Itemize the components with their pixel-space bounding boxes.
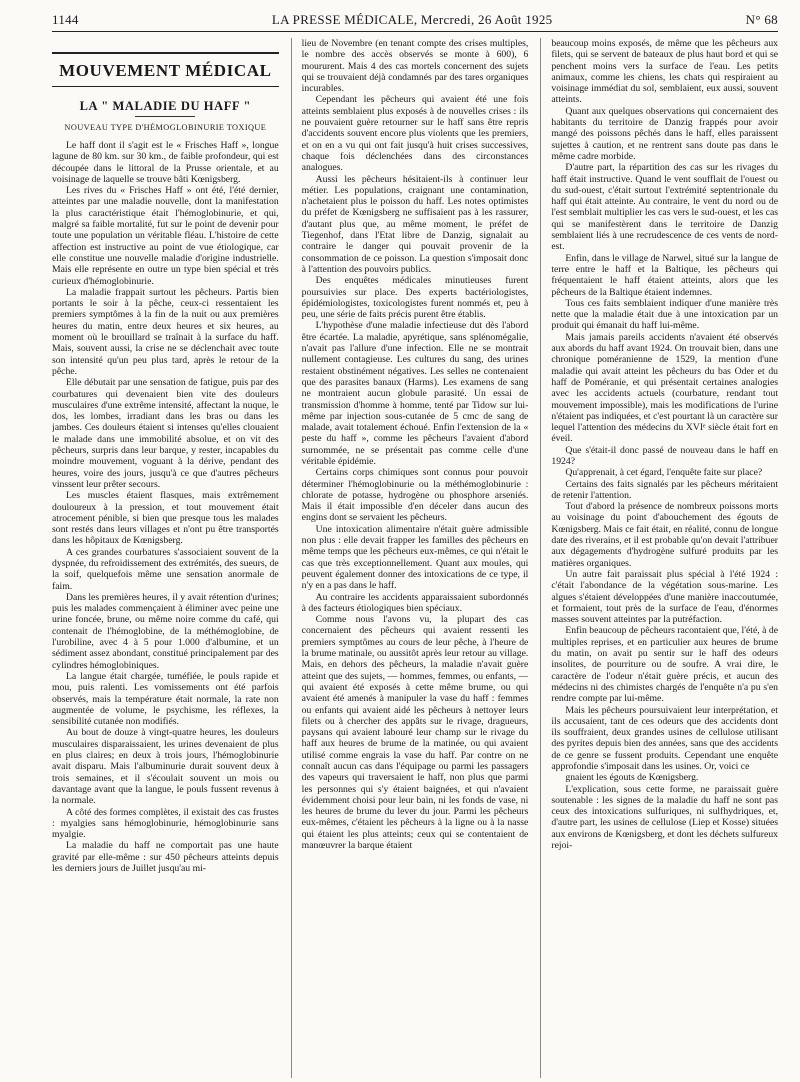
paragraph: A côté des formes complètes, il existait des cas frustes : myalgies sans hémoglobinurie, hémoglobinurie sans myalgie.: [52, 806, 279, 841]
paragraph: Mais jamais pareils accidents n'avaient été observés aux abords du haff avant 1924. On trouvait bien, dans une chronique poméranienne de 1529, la mention d'une maladie qui avait atteint les pêcheurs du bas Oder et du haff de Poméranie, et qui présentait certaines analogies avec les accidents actuels (courbature, rendant tout mouvement impossible), mais les modifications de l'urine n'étaient pas indiquées, et c'est pourtant là un caractère sur lequel l'attention des médecins du XVIᵉ siècle était fort en éveil.: [551, 331, 778, 445]
column-2-body: [302, 38, 529, 851]
paragraph: Certains des faits signalés par les pêcheurs méritaient de retenir l'attention.: [551, 478, 778, 501]
paragraph: D'autre part, la répartition des cas sur les rivages du haff était instructive. Quand le vent soufflait de l'ouest ou du sud-ouest, c'était surtout l'extrémité septentrionale du haff qui était atteinte. Au contraire, le vent du nord ou de l'est semblait multiplier les cas vers le sud-ouest, et les cas qui se manifestèrent dans le territoire de Danzig semblaient liés à une recrudescence de ces vents de nord-est.: [551, 162, 778, 253]
paragraph: A ces grandes courbatures s'associaient souvent de la dyspnée, du refroidissement des extrémités, des sueurs, de la soif, quelquefois même une sensation anormale de faim.: [52, 546, 279, 592]
paragraph: Qu'apprenait, à cet égard, l'enquête faite sur place?: [565, 467, 763, 479]
paragraph: Enfin, dans le village de Narwel, situé sur la langue de terre entre le haff et la Baltique, les pêcheurs qui fréquentaient le haff étaient atteints, alors que les pêcheurs de la Baltique étaient indemnes.: [551, 252, 778, 298]
paragraph: Le haff dont il s'agit est le « Frisches Haff », longue lagune de 80 km. sur 30 km., de faible profondeur, qui est découpée dans le littoral de la Prusse orientale, et au voisinage de laquelle se trouve bâti Kœnigsberg.: [52, 140, 279, 185]
paragraph: Aussi les pêcheurs hésitaient-ils à continuer leur métier. Les populations, craignant une contamination, n'achetaient plus le poisson du haff. Les notes optimistes du préfet de Kœnigsberg ne suffisaient pas à les rassurer, d'autant plus que, au même moment, le préfet de Tiegenhof, dans l'Etat libre de Danzig, signalait au contraire le danger qui pouvait provenir de la consommation de ce poisson. La question s'imposait donc à l'attention des pouvoirs publics.: [301, 173, 529, 275]
paragraph: L'explication, sous cette forme, ne paraissait guère soutenable : les signes de la maladie du haff ne sont pas ceux des intoxications sulfuriques, ni sulfhydriques, et, d'autre part, les usines de cellulose (Liep et Kosse) situées aux environs de Kœnigsberg, et dont les déchets sulfureux rejoi-: [551, 783, 778, 852]
paragraph: Au bout de douze à vingt-quatre heures, les douleurs musculaires disparaissaient, les urines devenaient de plus en plus claires; en deux à trois jours, l'hémoglobinurie avait disparu. Mais l'albuminurie durait souvent deux à trois semaines, et il s'écoulait souvent un mois ou davantage avant que la langue, le pouls fussent revenus à la normale.: [52, 727, 279, 807]
paragraph: Mais les pêcheurs poursuivaient leur interprétation, et ils accusaient, tant de ces odeurs que des accidents dont ils souffraient, deux grandes usines de cellulose utilisant des pyrites depuis bien des années, sans que des accidents de ce genre se fussent produits. Cependant une enquête approfondie s'imposait dans les usines. Or, voici ce: [551, 704, 778, 772]
paragraph: Elle débutait par une sensation de fatigue, puis par des courbatures qui devenaient bien vite des douleurs musculaires d'une extrême intensité, affectant la nuque, le dos, les lombes, irradiant dans les bras ou dans les jambes. Ces douleurs étaient si intenses qu'elles clouaient le malade dans une immobilité absolue, et on vit des pêcheurs, surpris dans leur barque, y rester, incapables du moindre mouvement, voguant à la dérive, pendant des heures, voire des jours, jusqu'à ce que d'autres pêcheurs vinssent leur prêter secours.: [52, 377, 279, 490]
paragraph: Les rives du « Frisches Haff » ont été, l'été dernier, atteintes par une maladie nouvelle, dont la manifestation la plus caractéristique était l'hémoglobinurie, et qui, malgré sa faible mortalité, fut sur le point de devenir pour toute une population un véritable fléau. L'histoire de cette affection est instructive au point de vue étiologique, car elle constitue une nouvelle maladie d'origine industrielle. Mais elle représente en outre un type bien spécial et très curieux d'hémoglobinurie.: [52, 185, 279, 287]
paragraph: Enfin beaucoup de pêcheurs racontaient que, l'été, à de multiples reprises, et en particulier aux heures de brume du matin, on avait pu sentir sur le haff des odeurs insolites, de pourriture ou de soufre. A vrai dire, le caractère de l'odeur n'était guère précis, et aucun des médecins ni des chimistes chargés de l'enquête n'a pu s'en rendre compte par lui-même.: [551, 625, 778, 705]
paragraph: La langue était chargée, tuméfiée, le pouls rapide et mou, puis ralenti. Les vomissements ont été parfois observés, mais la température était normale, la rate non augmentée de volume, le psychisme, les réflexes, la sensibilité cutanée non modifiés.: [52, 670, 279, 728]
paragraph: Les muscles étaient flasques, mais extrêmement douloureux à la pression, et tout mouvement était atrocement pénible, si bien que presque tous les malades sont restés dans leurs villages et n'ont pu être transportés dans les hôpitaux de Kœnigsberg.: [52, 490, 279, 547]
paragraph: Comme nous l'avons vu, la plupart des cas concernaient des pêcheurs qui avaient ressenti les premiers symptômes au cours de leur pêche, à l'heure de la brume matinale, ou aussitôt après leur retour au village. Mais, en dehors des pêcheurs, la maladie n'avait guère atteint que des sujets, — hommes, femmes, ou enfants, — qui avaient été exposés à cette même brume, ou qui avaient été amenés à manipuler la vase du haff : femmes ou enfants qui avaient aidé les pêcheurs à nettoyer leurs filets ou à chercher des appâts sur le rivage, dragueurs, paysans qui avaient labouré leur champ sur le rivage du haff aux heures de brume de la matinée, ou qui avaient utilisé comme engrais la vase du haff. Par contre on ne connaît aucun cas dans l'équipage ou parmi les passagers des vapeurs qui traversaient le haff, non plus que parmi les personnes qui s'y étaient baignées, et qui n'avaient évidemment choisi pour leur bain, ni les fonds de vase, ni les heures de brume du lever du jour. Parmi les pêcheurs eux-mêmes, c'étaient les pêcheurs à la ligne ou à la nasse qui étaient les plus atteints; ceux qui se contentaient de manœuvrer la barque étaient: [301, 614, 529, 852]
section-title: MOUVEMENT MÉDICAL: [52, 52, 279, 87]
issue-number: N° 68: [745, 12, 778, 27]
column-2: [291, 38, 529, 1078]
paragraph: L'hypothèse d'une maladie infectieuse dut dès l'abord être écartée. La maladie, apyrétique, sans splénomégalie, n'avait pas l'allure d'une infection. Elle ne se montrait nullement contagieuse. Les cultures du sang, des urines restaient obstinément négatives. Les selles ne contenaient que des parasites banaux (Harms). Les examens de sang ne montraient aucun globule parasité. Un essai de transmission d'homme à homme, tenté par Tidow sur lui-même par injection sous-cutanée de 5 cmc de sang de malade, avait totalement échoué. Enfin l'extension de la « peste du haff », comme les pêcheurs l'avaient d'abord surnommée, ne se présentait pas comme celle d'une véritable épidémie.: [301, 320, 529, 467]
text-columns: [52, 38, 778, 1078]
paragraph: La maladie frappait surtout les pêcheurs. Partis bien portants le soir à la pêche, ceux-ci ressentaient les premiers symptômes à la fin de la nuit ou aux premières heures du matin, entre deux heures et six heures, au moment où le brouillard se traînait à la surface du haff. Mais, souvent aussi, la crise ne se déclenchait avec toute son intensité qu'un peu plus tard, après le retour de la pêche.: [52, 286, 279, 377]
page-number: 1144: [52, 12, 79, 27]
column-3-body: [551, 38, 778, 851]
paragraph: beaucoup moins exposés, de même que les pêcheurs aux filets, qui se servent de bateaux de plus haut bord et qui se penchent moins vers la surface de l'eau. Les petits animaux, comme les chiens, les chats qui respiraient au voisinage immédiat du sol, semblaient, eux aussi, souvent atteints.: [551, 38, 778, 106]
paragraph: Que s'était-il donc passé de nouveau dans le haff en 1924?: [551, 444, 778, 467]
paragraph: gnaient les égouts de Kœnigsberg.: [565, 772, 699, 784]
paragraph: Une intoxication alimentaire n'était guère admissible non plus : elle devait frapper les familles des pêcheurs en même temps que les pêcheurs eux-mêmes, ce qui n'était le cas que très exceptionnellement. Quant aux moules, qui peuvent également donner des intoxications de ce type, il n'y en a pas dans le haff.: [301, 523, 529, 592]
paragraph: Tous ces faits semblaient indiquer d'une manière très nette que la maladie était due à une intoxication par un produit qui émanait du haff lui-même.: [551, 297, 778, 332]
journal-date: LA PRESSE MÉDICALE, Mercredi, 26 Août 1925: [271, 12, 553, 27]
paragraph: lieu de Novembre (en tenant compte des crises multiples, le nombre des accès observés se monte à 600), 6 moururent. Mais 4 des cas mortels concernent des sujets qui se trouvaient déjà condamnés par des tares organiques incurables.: [301, 38, 529, 95]
column-1-body: [52, 140, 279, 874]
paragraph: Quant aux quelques observations qui concernaient des habitants du territoire de Danzig frappés pour avoir mangé des poissons pêchés dans le haff, elles paraissent sujettes à caution, et ne rentrent sans doute pas dans le même cadre morbide.: [551, 105, 778, 162]
paragraph: Tout d'abord la présence de nombreux poissons morts au voisinage du point d'abouchement des égouts de Kœnigsberg. Mais ce fait était, en réalité, connu de longue date des riverains, et il est probable qu'on devait l'attribuer aux dégagements d'hydrogène sulfuré produits par les matières organiques.: [551, 501, 778, 569]
article-title: LA " MALADIE DU HAFF ": [79, 99, 252, 113]
article-subtitle: NOUVEAU TYPE D'HÉMOGLOBINURIE TOXIQUE: [64, 123, 267, 132]
paragraph: Certains corps chimiques sont connus pour pouvoir déterminer l'hémoglobinurie ou la méthémoglobinurie : chlorate de potasse, hydrogène ou phosphore arseniés. Mais il était impossible d'en déceler dans aucun des engins dont se servaient les pêcheurs.: [301, 467, 529, 524]
column-3: [540, 38, 778, 1078]
title-rule: [135, 116, 195, 117]
paragraph: Dans les premières heures, il y avait rétention d'urines; puis les malades commençaient à éliminer avec peine une urine foncée, brune, ou même noire comme du café, qui contenait de l'hémoglobine, de la méthémoglobine, de l'urobiline, avec 4 à 5 pour 1.000 d'albumine, et un sédiment assez abondant, constitué principalement par des cylindres hémoglobiniques.: [52, 591, 279, 671]
paragraph: Au contraire les accidents apparaissaient subordonnés à des facteurs étiologiques bien spéciaux.: [301, 591, 529, 614]
paragraph: La maladie du haff ne comportait pas une haute gravité par elle-même : sur 450 pêcheurs atteints depuis les derniers jours de Juillet jusqu'au mi-: [52, 840, 279, 874]
running-head: [52, 12, 778, 32]
column-1: [52, 38, 279, 1078]
paragraph: Des enquêtes médicales minutieuses furent poursuivies sur place. Des experts bactériologistes, épidémiologistes, toxicologistes furent nommés et, peu à peu, une série de faits précis purent être établis.: [301, 275, 529, 321]
paragraph: Cependant les pêcheurs qui avaient été une fois atteints semblaient plus exposés à de nouvelles crises : ils ne pouvaient guère retourner sur le haff sans être repris d'accidents souvent encore plus violents que les premiers, et on en a vu qui ont fait jusqu'à huit crises successives, chaque fois déclenchées dans des circonstances analogues.: [301, 94, 529, 174]
paragraph: Un autre fait paraissait plus spécial à l'été 1924 : c'était l'abondance de la végétation sous-marine. Les algues s'étaient développées d'une manière inaccoutumée, et formaient, tout près de la surface de l'eau, d'énormes masses souvent atteintes par la putréfaction.: [551, 568, 778, 626]
